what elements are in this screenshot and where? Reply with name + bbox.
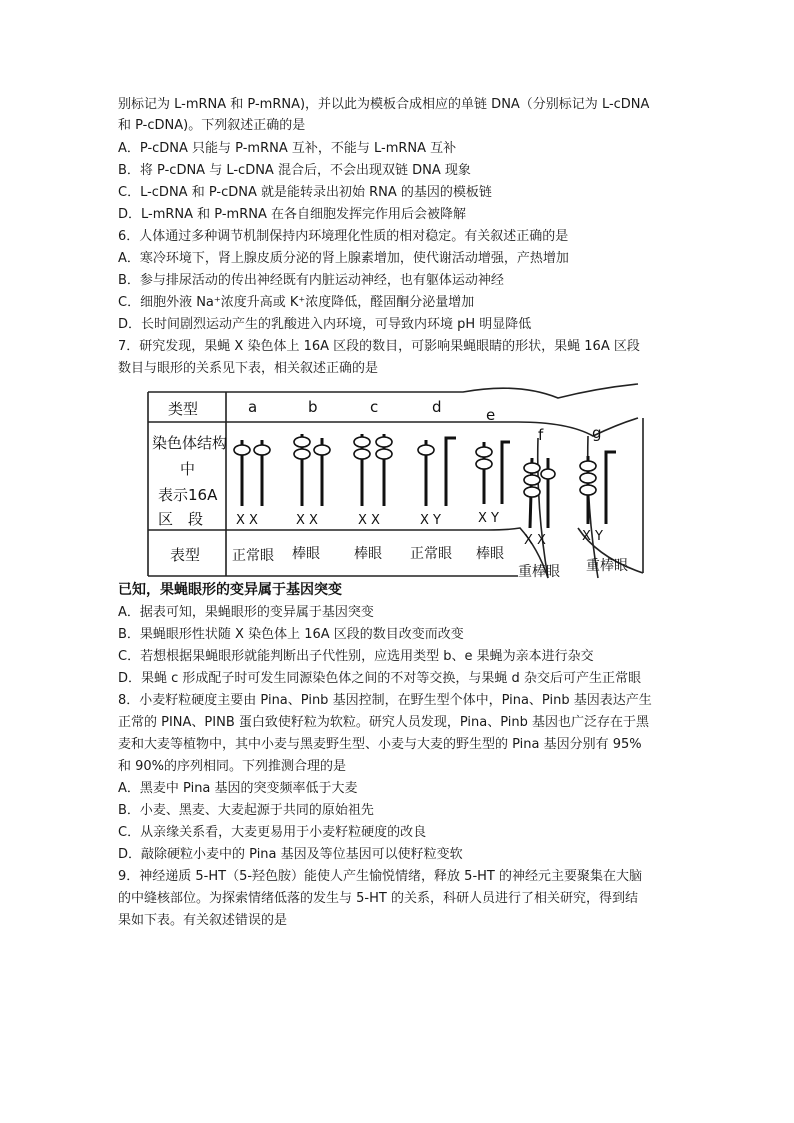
- phenotype-c: 棒眼: [354, 546, 382, 562]
- phenotype-b: 棒眼: [292, 546, 320, 562]
- question-7-line-1: 7．研究发现，果蝇 X 染色体上 16A 区段的数目，可影响果蝇眼睛的形状，果蝇 16A 区段: [118, 339, 640, 354]
- chrom-label-c: X X: [358, 513, 380, 528]
- type-b: b: [308, 398, 318, 416]
- segment-16a-marks: [234, 437, 596, 497]
- type-f: f: [538, 426, 544, 444]
- type-g: g: [592, 424, 602, 442]
- question-9-line-3: 果如下表。有关叙述错误的是: [118, 913, 288, 928]
- option-8b: B．小麦、黑麦、大麦起源于共同的原始祖先: [118, 803, 374, 818]
- type-c: c: [370, 398, 379, 416]
- phenotype-a: 正常眼: [232, 548, 274, 564]
- structure-header-1: 染色体结构: [152, 434, 228, 452]
- phenotype-f: 重棒眼: [518, 564, 560, 580]
- row-header-type: 类型: [168, 400, 199, 418]
- phenotype-d: 正常眼: [410, 546, 452, 562]
- option-6d: D．长时间剧烈运动产生的乳酸进入内环境，可导致内环境 pH 明显降低: [118, 317, 532, 332]
- chrom-label-d: X Y: [420, 513, 441, 528]
- row-header-phenotype: 表型: [170, 546, 201, 564]
- structure-header-3: 表示16A: [158, 486, 218, 504]
- question-7-line-2: 数目与眼形的关系见下表，相关叙述正确的是: [118, 361, 379, 376]
- option-8c: C．从亲缘关系看，大麦更易用于小麦籽粒硬度的改良: [118, 825, 427, 840]
- option-8a: A．黑麦中 Pina 基因的突变频率低于大麦: [118, 781, 358, 796]
- question-8-line-4: 和 90%的序列相同。下列推测合理的是: [118, 759, 347, 774]
- option-7a: A．据表可知，果蝇眼形的变异属于基因突变: [118, 605, 374, 620]
- type-e: e: [486, 406, 496, 424]
- question-9-line-2: 的中缝核部位。为探索情绪低落的发生与 5-HT 的关系，科研人员进行了相关研究，得到结: [118, 891, 638, 906]
- chrom-label-a: X X: [236, 513, 258, 528]
- question-6: 6．人体通过多种调节机制保持内环境理化性质的相对稳定。有关叙述正确的是: [118, 229, 569, 244]
- option-6b: B．参与排尿活动的传出神经既有内脏运动神经，也有躯体运动神经: [118, 273, 504, 288]
- chrom-label-e: X Y: [478, 511, 499, 526]
- option-6c: C．细胞外液 Na⁺浓度升高或 K⁺浓度降低，醛固酮分泌量增加: [118, 295, 475, 310]
- table-frame: [148, 384, 643, 578]
- question-8-line-2: 正常的 PINA、PINB 蛋白致使籽粒为软粒。研究人员发现，Pina、Pinb 基因也广泛存在于黑: [118, 715, 650, 730]
- option-5a: A．P-cDNA 只能与 P-mRNA 互补，不能与 L-mRNA 互补: [118, 141, 457, 156]
- option-6a: A．寒冷环境下，肾上腺皮质分泌的肾上腺素增加，使代谢活动增强，产热增加: [118, 251, 569, 266]
- type-d: d: [432, 398, 442, 416]
- chrom-label-f: X X: [524, 533, 546, 548]
- chrom-label-b: X X: [296, 513, 318, 528]
- text-line-2: 和 P-cDNA)。下列叙述正确的是: [118, 118, 306, 133]
- question-9-line-1: 9．神经递质 5-HT（5-羟色胺）能使人产生愉悦情绪，释放 5-HT 的神经元主要聚集在大脑: [118, 869, 642, 884]
- option-7d: D．果蝇 c 形成配子时可发生同源染色体之间的不对等交换，与果蝇 d 杂交后可产生正常眼: [118, 671, 641, 686]
- option-5b: B．将 P-cDNA 与 L-cDNA 混合后，不会出现双链 DNA 现象: [118, 163, 471, 178]
- phenotype-g: 重棒眼: [586, 558, 628, 574]
- option-5d: D．L-mRNA 和 P-mRNA 在各自细胞发挥完作用后会被降解: [118, 207, 466, 222]
- type-a: a: [248, 398, 258, 416]
- option-5c: C．L-cDNA 和 P-cDNA 就是能转录出初始 RNA 的基因的模板链: [118, 185, 492, 200]
- option-7b: B．果蝇眼形性状随 X 染色体上 16A 区段的数目改变而改变: [118, 627, 464, 642]
- option-8d: D．敲除硬粒小麦中的 Pina 基因及等位基因可以使籽粒变软: [118, 847, 463, 862]
- structure-header-2: 中: [180, 460, 196, 478]
- question-8-line-3: 麦和大麦等植物中，其中小麦与黑麦野生型、小麦与大麦的野生型的 Pina 基因分别有 95%: [118, 737, 642, 752]
- phenotype-e: 棒眼: [476, 546, 504, 562]
- structure-header-4: 区 段: [158, 510, 204, 528]
- option-7c: C．若想根据果蝇眼形就能判断出子代性别，应选用类型 b、e 果蝇为亲本进行杂交: [118, 649, 594, 664]
- chrom-label-g: X Y: [582, 529, 603, 544]
- chromosome-table-figure: [118, 378, 678, 598]
- figure-cut-caption: 已知，果蝇眼形的变异属于基因突变: [118, 582, 342, 598]
- question-8-line-1: 8．小麦籽粒硬度主要由 Pina、Pinb 基因控制，在野生型个体中，Pina、Pinb 基因表达产生: [118, 693, 652, 708]
- chromosome-table-svg: [118, 378, 678, 598]
- text-line-1: 别标记为 L-mRNA 和 P-mRNA)，并以此为模板合成相应的单链 DNA（分别标记为 L-cDNA: [118, 97, 650, 112]
